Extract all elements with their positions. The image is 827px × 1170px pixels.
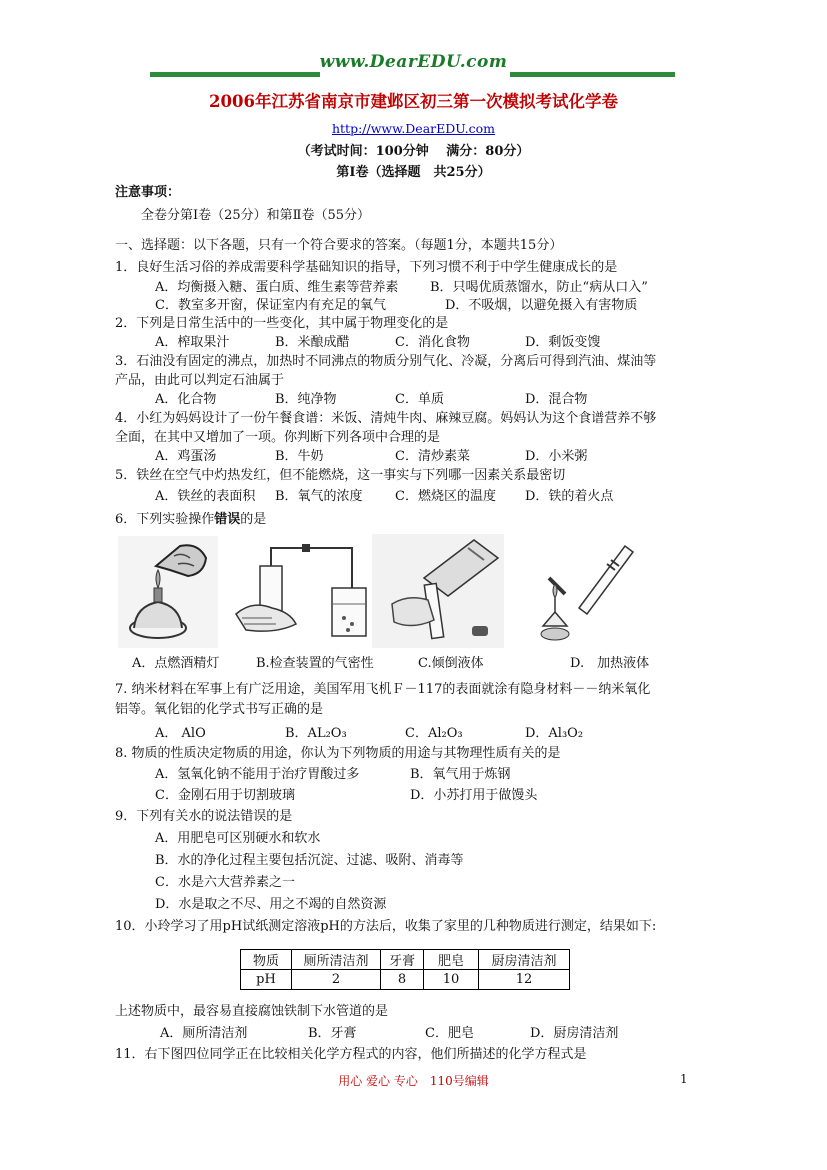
q7-stem-line1: 7. 纳米材料在军事上有广泛用途，美国军用飞机Ｆ－117的表面就涂有隐身材料－－纳米氧化	[115, 682, 651, 697]
site-header: www.DearEDU.com	[319, 52, 508, 72]
site-link[interactable]: http://www.DearEDU.com	[331, 121, 496, 136]
q8-option-a: A．氢氧化钠不能用于治疗胃酸过多	[155, 767, 360, 782]
q7-option-a: A． AlO	[155, 726, 206, 741]
q10-option-b: B．牙膏	[308, 1026, 357, 1041]
q1-option-c: C．教室多开窗，保证室内有充足的氧气	[155, 298, 386, 313]
q2-stem: 2．下列是日常生活中的一些变化，其中属于物理变化的是	[115, 316, 449, 331]
q9-option-d: D．水是取之不尽、用之不竭的自然资源	[155, 897, 387, 912]
q6-option-c: C.倾倒液体	[418, 656, 484, 671]
ph-table-cell: 8	[381, 970, 424, 990]
q6-option-a: A．点燃酒精灯	[132, 656, 220, 671]
q10-stem: 10．小玲学习了用pH试纸测定溶液pH的方法后，收集了家里的几种物质进行测定，结果如下:	[115, 919, 657, 934]
q11-stem: 11．右下图四位同学正在比较相关化学方程式的内容，他们所描述的化学方程式是	[115, 1047, 587, 1062]
q1-option-b: B．只喝优质蒸馏水，防止“病从口入”	[430, 280, 648, 295]
figure-airtightness-check	[232, 538, 372, 648]
ph-table-header-cell: 肥皂	[424, 950, 479, 970]
q4-option-b: B．牛奶	[275, 449, 324, 464]
page-number: 1	[680, 1072, 688, 1086]
exam-info: （考试时间：100分钟 满分：80分）	[297, 144, 530, 159]
q7-option-c: C．Al₂O₃	[405, 726, 463, 741]
q4-stem-line1: 4．小红为妈妈设计了一份午餐食谱：米饭、清炖牛肉、麻辣豆腐。妈妈认为这个食谱营养不够	[115, 411, 657, 426]
ph-table-cell: 2	[292, 970, 381, 990]
ph-table-header-cell: 物质	[241, 950, 292, 970]
ph-table-cell: pH	[241, 970, 292, 990]
q3-option-d: D．混合物	[525, 392, 588, 407]
figure-pouring-liquid	[372, 534, 504, 648]
ph-table-header-cell: 牙膏	[381, 950, 424, 970]
q2-option-a: A．榨取果汁	[155, 335, 230, 350]
q5-stem: 5．铁丝在空气中灼热发红，但不能燃烧，这一事实与下列哪一因素关系最密切	[115, 468, 566, 483]
q10-option-c: C．肥皂	[425, 1026, 474, 1041]
q2-option-c: C．消化食物	[395, 335, 470, 350]
ph-table	[240, 949, 570, 990]
q1-stem: 1．良好生活习俗的养成需要科学基础知识的指导，下列习惯不利于中学生健康成长的是	[115, 260, 618, 275]
q3-option-b: B．纯净物	[275, 392, 337, 407]
header-bar-left	[150, 72, 320, 77]
q8-stem: 8. 物质的性质决定物质的用途，你认为下列物质的用途与其物理性质有关的是	[115, 746, 561, 761]
q9-option-b: B．水的净化过程主要包括沉淀、过滤、吸附、消毒等	[155, 853, 464, 868]
q6-stem-emphasis: 错误	[214, 512, 241, 527]
q5-option-b: B．氧气的浓度	[275, 489, 363, 504]
header-bar-right	[510, 72, 675, 77]
ph-table-cell: 12	[479, 970, 570, 990]
q4-stem-line2: 全面，在其中又增加了一项。你判断下列各项中合理的是	[115, 430, 441, 445]
q9-option-c: C．水是六大营养素之一	[155, 875, 295, 890]
section-title: 第Ⅰ卷（选择题 共25分）	[336, 165, 491, 180]
q6-option-d: D. 加热液体	[570, 656, 650, 671]
q10-option-a: A．厕所清洁剂	[160, 1026, 248, 1041]
q4-option-a: A．鸡蛋汤	[155, 449, 217, 464]
q8-option-b: B．氧气用于炼钢	[410, 767, 511, 782]
exam-title: 2006年江苏省南京市建邺区初三第一次模拟考试化学卷	[209, 92, 618, 111]
q10-option-d: D．厨房清洁剂	[530, 1026, 619, 1041]
q1-option-a: A．均衡摄入糖、蛋白质、维生素等营养素	[155, 280, 399, 295]
q5-option-d: D．铁的着火点	[525, 489, 614, 504]
ph-table-header-row	[241, 950, 570, 970]
notice-heading: 注意事项：	[115, 185, 181, 200]
q6-stem-post: 的是	[240, 512, 267, 527]
q6-stem-pre: 6．下列实验操作	[115, 512, 215, 527]
part-one-heading: 一、选择题：以下各题，只有一个符合要求的答案。（每题1分，本题共15分）	[115, 238, 563, 253]
ph-table-header-cell: 厕所清洁剂	[292, 950, 381, 970]
q10-followup: 上述物质中，最容易直接腐蚀铁制下水管道的是	[115, 1004, 389, 1019]
figure-heating-liquid	[515, 538, 645, 648]
ph-table-cell: 10	[424, 970, 479, 990]
q3-stem-line1: 3．石油没有固定的沸点，加热时不同沸点的物质分别气化、冷凝，分离后可得到汽油、煤油等	[115, 354, 657, 369]
q7-stem-line2: 铝等。氧化铝的化学式书写正确的是	[115, 702, 324, 717]
ph-table-value-row	[241, 970, 570, 990]
ph-table-header-cell: 厨房清洁剂	[479, 950, 570, 970]
figure-alcohol-lamp-lighting	[118, 536, 218, 648]
q5-option-c: C．燃烧区的温度	[395, 489, 496, 504]
q4-option-c: C．清炒素菜	[395, 449, 470, 464]
q6-option-b: B.检查装置的气密性	[256, 656, 374, 671]
q7-option-b: B．AL₂O₃	[285, 726, 347, 741]
page-footer: 用心 爱心 专心 110号编辑	[338, 1074, 489, 1088]
q5-option-a: A．铁丝的表面积	[155, 489, 256, 504]
q8-option-c: C．金刚石用于切割玻璃	[155, 788, 295, 803]
q7-option-d: D．Al₃O₂	[525, 726, 584, 741]
q3-option-a: A．化合物	[155, 392, 217, 407]
notice-text: 全卷分第Ⅰ卷（25分）和第Ⅱ卷（55分）	[141, 208, 371, 223]
q9-option-a: A．用肥皂可区别硬水和软水	[155, 831, 321, 846]
q6-stem	[115, 510, 266, 530]
q1-option-d: D．不吸烟，以避免摄入有害物质	[445, 298, 638, 313]
q4-option-d: D．小米粥	[525, 449, 588, 464]
q3-option-c: C．单质	[395, 392, 444, 407]
q3-stem-line2: 产品，由此可以判定石油属于	[115, 373, 285, 388]
q8-option-d: D．小苏打用于做馒头	[410, 788, 538, 803]
q2-option-b: B．米酿成醋	[275, 335, 350, 350]
q9-stem: 9．下列有关水的说法错误的是	[115, 809, 293, 824]
q2-option-d: D．剩饭变馊	[525, 335, 601, 350]
